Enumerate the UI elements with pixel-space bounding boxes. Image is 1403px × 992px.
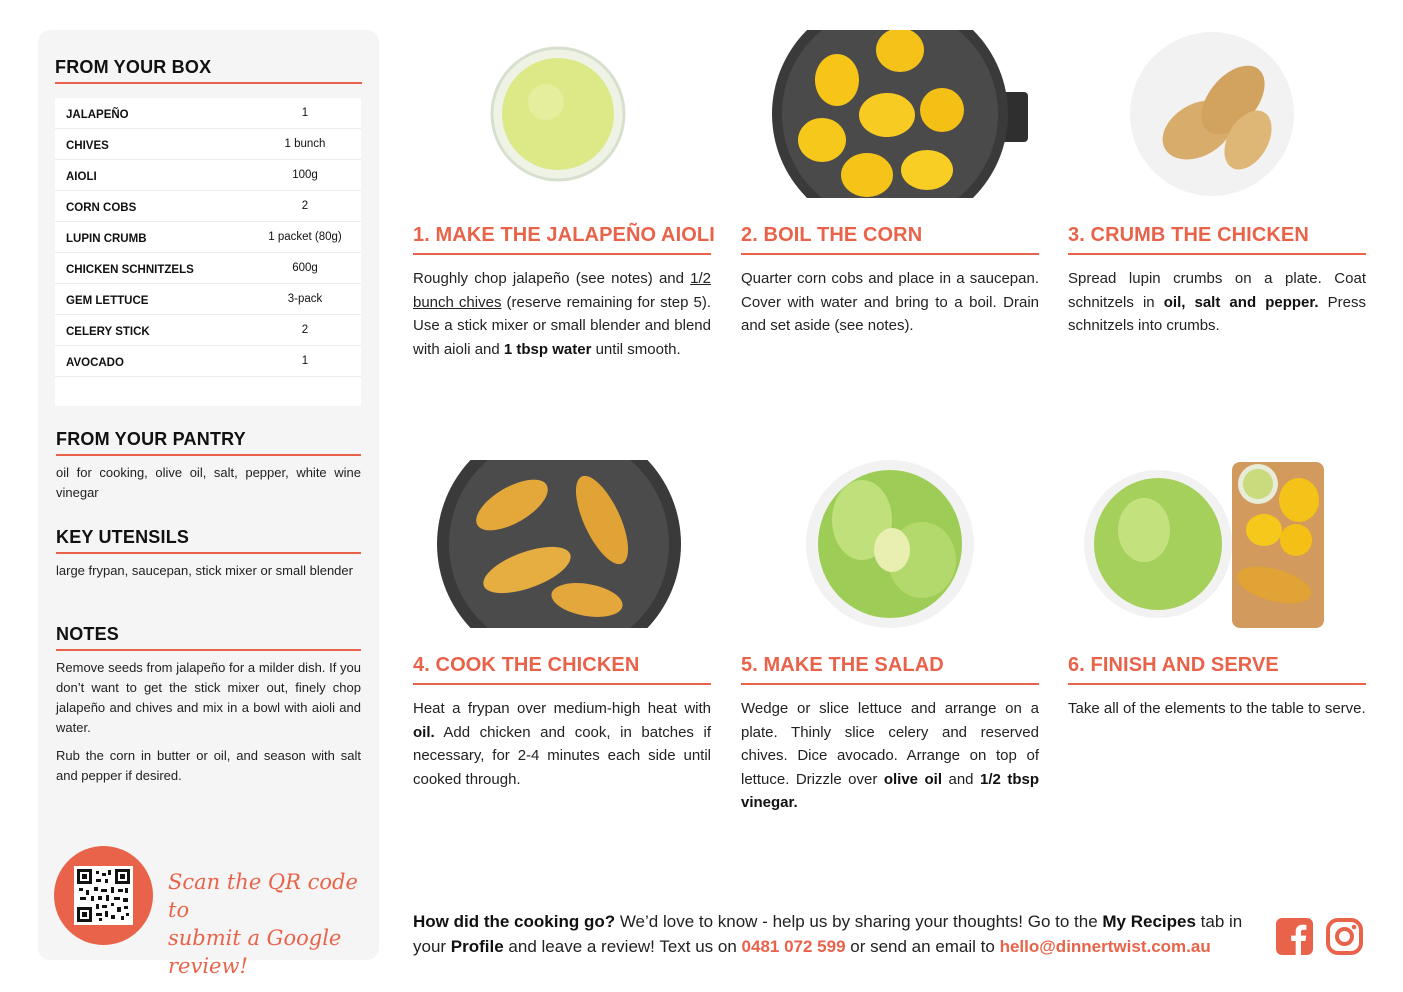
ingredient-qty: 2: [301, 200, 309, 212]
step-divider: [1068, 683, 1366, 685]
facebook-icon[interactable]: [1276, 918, 1313, 955]
table-row: [55, 253, 361, 284]
email-link[interactable]: hello@dinnertwist.com.au: [999, 937, 1211, 956]
table-row: [55, 315, 361, 346]
section-divider: [56, 552, 361, 554]
step-divider: [413, 253, 711, 255]
ingredient-qty: 1 bunch: [284, 138, 326, 150]
corn-saucepan-photo: [772, 30, 1030, 198]
step-4-text: Heat a frypan over medium-high heat with oil. Add chicken and cook, in batches if necessary, for 2-4 minutes each side until cooked through.: [413, 700, 711, 788]
step-1-title: 1. MAKE THE JALAPEÑO AIOLI: [413, 224, 715, 246]
utensils-title: KEY UTENSILS: [56, 527, 190, 547]
ingredient-qty: 1: [301, 355, 309, 367]
table-row: [55, 222, 361, 253]
table-row: [55, 160, 361, 191]
ingredient-name: CHIVES: [66, 140, 109, 152]
step-divider: [741, 683, 1039, 685]
section-divider: [56, 649, 361, 651]
step-1-text: Roughly chop jalapeño (see notes) and 1/2 bunch chives (reserve remaining for step 5). Use a stick mixer or small blender and blend with aioli and 1 tbsp water until smooth.: [413, 270, 711, 358]
ingredient-qty: 3-pack: [287, 293, 323, 305]
ingredient-qty: 1: [301, 107, 309, 119]
from-your-box-title: FROM YOUR BOX: [55, 57, 212, 77]
step-4-title: 4. COOK THE CHICKEN: [413, 654, 640, 676]
step-3-text: Spread lupin crumbs on a plate. Coat schnitzels in oil, salt and pepper. Press schnitzels into crumbs.: [1068, 270, 1366, 334]
step-5-title: 5. MAKE THE SALAD: [741, 654, 944, 676]
qr-caption-line-1: Scan the QR code to: [168, 870, 358, 922]
table-row: [55, 98, 361, 129]
ingredient-qty: 2: [301, 324, 309, 336]
step-6-text: Take all of the elements to the table to serve.: [1068, 700, 1366, 717]
ingredient-name: CORN COBS: [66, 202, 137, 214]
ingredient-name: CHICKEN SCHNITZELS: [66, 264, 194, 276]
qr-caption: [168, 868, 368, 980]
salad-plate-photo: [802, 460, 984, 628]
ingredient-name: AIOLI: [66, 171, 97, 183]
aioli-bowl-photo: [488, 44, 628, 184]
step-2-text: Quarter corn cobs and place in a saucepan. Cover with water and bring to a boil. Drain and set aside (see notes).: [741, 270, 1039, 334]
review-footer: How did the cooking go? We’d love to know - help us by sharing your thoughts! Go to the My Recipes tab in your Profile and leave a review! Text us on 0481 072 599 or send an email to hello@dinnertwist.com.au: [413, 912, 1243, 956]
phone-link[interactable]: 0481 072 599: [741, 937, 846, 956]
notes-paragraph-2: Rub the corn in butter or oil, and season with salt and pepper if desired.: [56, 748, 361, 783]
ingredient-name: AVOCADO: [66, 357, 124, 369]
instagram-icon[interactable]: [1326, 918, 1363, 955]
section-divider: [56, 454, 361, 456]
notes-title: NOTES: [56, 624, 120, 644]
step-divider: [1068, 253, 1366, 255]
crumbed-chicken-plate-photo: [1128, 30, 1296, 198]
table-row: [55, 129, 361, 160]
step-6-title: 6. FINISH AND SERVE: [1068, 654, 1279, 676]
qr-caption-line-2: submit a Google review!: [168, 926, 342, 978]
table-row: [55, 346, 361, 377]
ingredient-name: GEM LETTUCE: [66, 295, 149, 307]
step-3-title: 3. CRUMB THE CHICKEN: [1068, 224, 1309, 246]
step-divider: [413, 683, 711, 685]
qr-badge[interactable]: [54, 846, 153, 945]
ingredient-qty: 1 packet (80g): [268, 231, 342, 243]
ingredient-name: JALAPEÑO: [66, 109, 129, 121]
qr-code-icon[interactable]: [74, 866, 133, 925]
ingredient-qty: 600g: [292, 262, 318, 274]
step-5-text: Wedge or slice lettuce and arrange on a plate. Thinly slice celery and reserved chives. Dice avocado. Arrange on top of lettuce. Drizzle over olive oil and 1/2 tbsp vinegar.: [741, 700, 1039, 811]
ingredient-qty: 100g: [292, 169, 318, 181]
ingredient-name: LUPIN CRUMB: [66, 233, 147, 245]
section-divider: [55, 82, 362, 84]
ingredient-name: CELERY STICK: [66, 326, 150, 338]
table-row: [55, 284, 361, 315]
notes-paragraph-1: Remove seeds from jalapeño for a milder dish. If you don’t want to get the stick mixer out, finely chop jalapeño and chives and mix in a bowl with aioli and water.: [56, 660, 361, 735]
finish-and-serve-photo: [1084, 460, 1330, 628]
pantry-title: FROM YOUR PANTRY: [56, 429, 246, 449]
step-divider: [741, 253, 1039, 255]
frypan-chicken-photo: [437, 460, 699, 628]
pantry-text: oil for cooking, olive oil, salt, pepper, white wine vinegar: [56, 465, 361, 500]
step-2-title: 2. BOIL THE CORN: [741, 224, 923, 246]
utensils-text: large frypan, saucepan, stick mixer or small blender: [56, 563, 353, 578]
table-row: [55, 191, 361, 222]
ingredients-table: [55, 98, 361, 406]
